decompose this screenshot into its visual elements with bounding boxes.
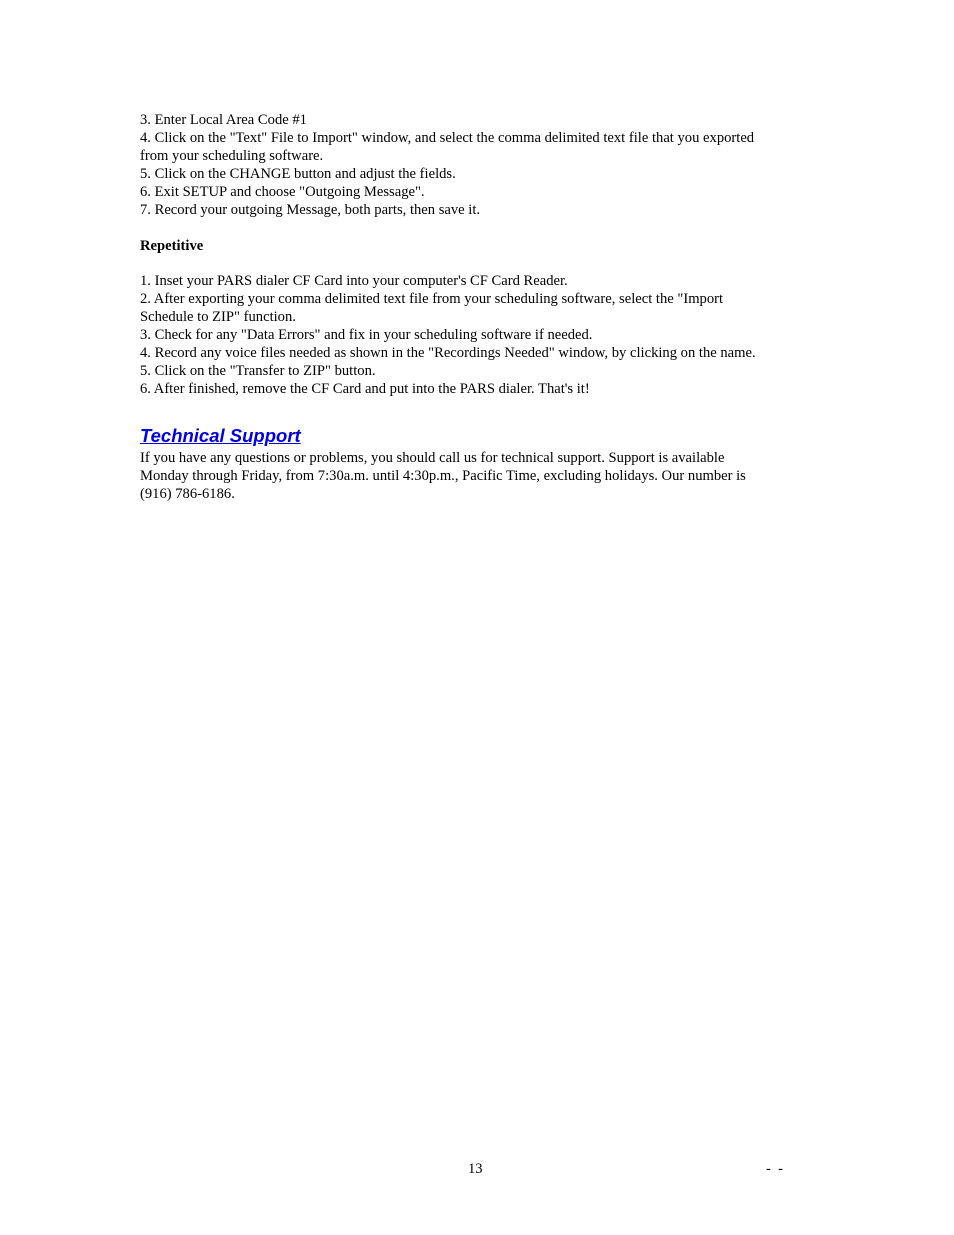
support-line-3: (916) 786-6186. (140, 486, 235, 502)
support-line-2: Monday through Friday, from 7:30a.m. until 4:30p.m., Pacific Time, excluding holidays. Our number is (140, 468, 746, 484)
repetitive-step-3: 3. Check for any "Data Errors" and fix in your scheduling software if needed. (140, 327, 593, 343)
setup-step-5: 5. Click on the CHANGE button and adjust the fields. (140, 166, 456, 182)
repetitive-step-5: 5. Click on the "Transfer to ZIP" button. (140, 363, 376, 379)
document-body (140, 111, 812, 503)
support-line-1: If you have any questions or problems, you should call us for technical support. Support is available (140, 450, 725, 466)
repetitive-step-4: 4. Record any voice files needed as shown in the "Recordings Needed" window, by clicking on the name. (140, 345, 756, 361)
page-number: 13 (468, 1161, 483, 1177)
repetitive-step-6: 6. After finished, remove the CF Card and put into the PARS dialer. That's it! (140, 381, 590, 397)
repetitive-step-2-cont: Schedule to ZIP" function. (140, 309, 296, 325)
repetitive-heading: Repetitive (140, 238, 204, 254)
repetitive-step-2: 2. After exporting your comma delimited text file from your scheduling software, select the "Import (140, 291, 724, 307)
technical-support-title: Technical Support (140, 425, 301, 446)
setup-step-7: 7. Record your outgoing Message, both parts, then save it. (140, 202, 481, 218)
setup-step-6: 6. Exit SETUP and choose "Outgoing Message". (140, 184, 425, 200)
footer-marks: - - (766, 1161, 784, 1177)
setup-step-4: 4. Click on the "Text" File to Import" window, and select the comma delimited text file that you exported (140, 130, 755, 146)
setup-step-4-cont: from your scheduling software. (140, 148, 324, 164)
setup-step-3: 3. Enter Local Area Code #1 (140, 112, 307, 128)
repetitive-step-1: 1. Inset your PARS dialer CF Card into your computer's CF Card Reader. (140, 273, 568, 289)
